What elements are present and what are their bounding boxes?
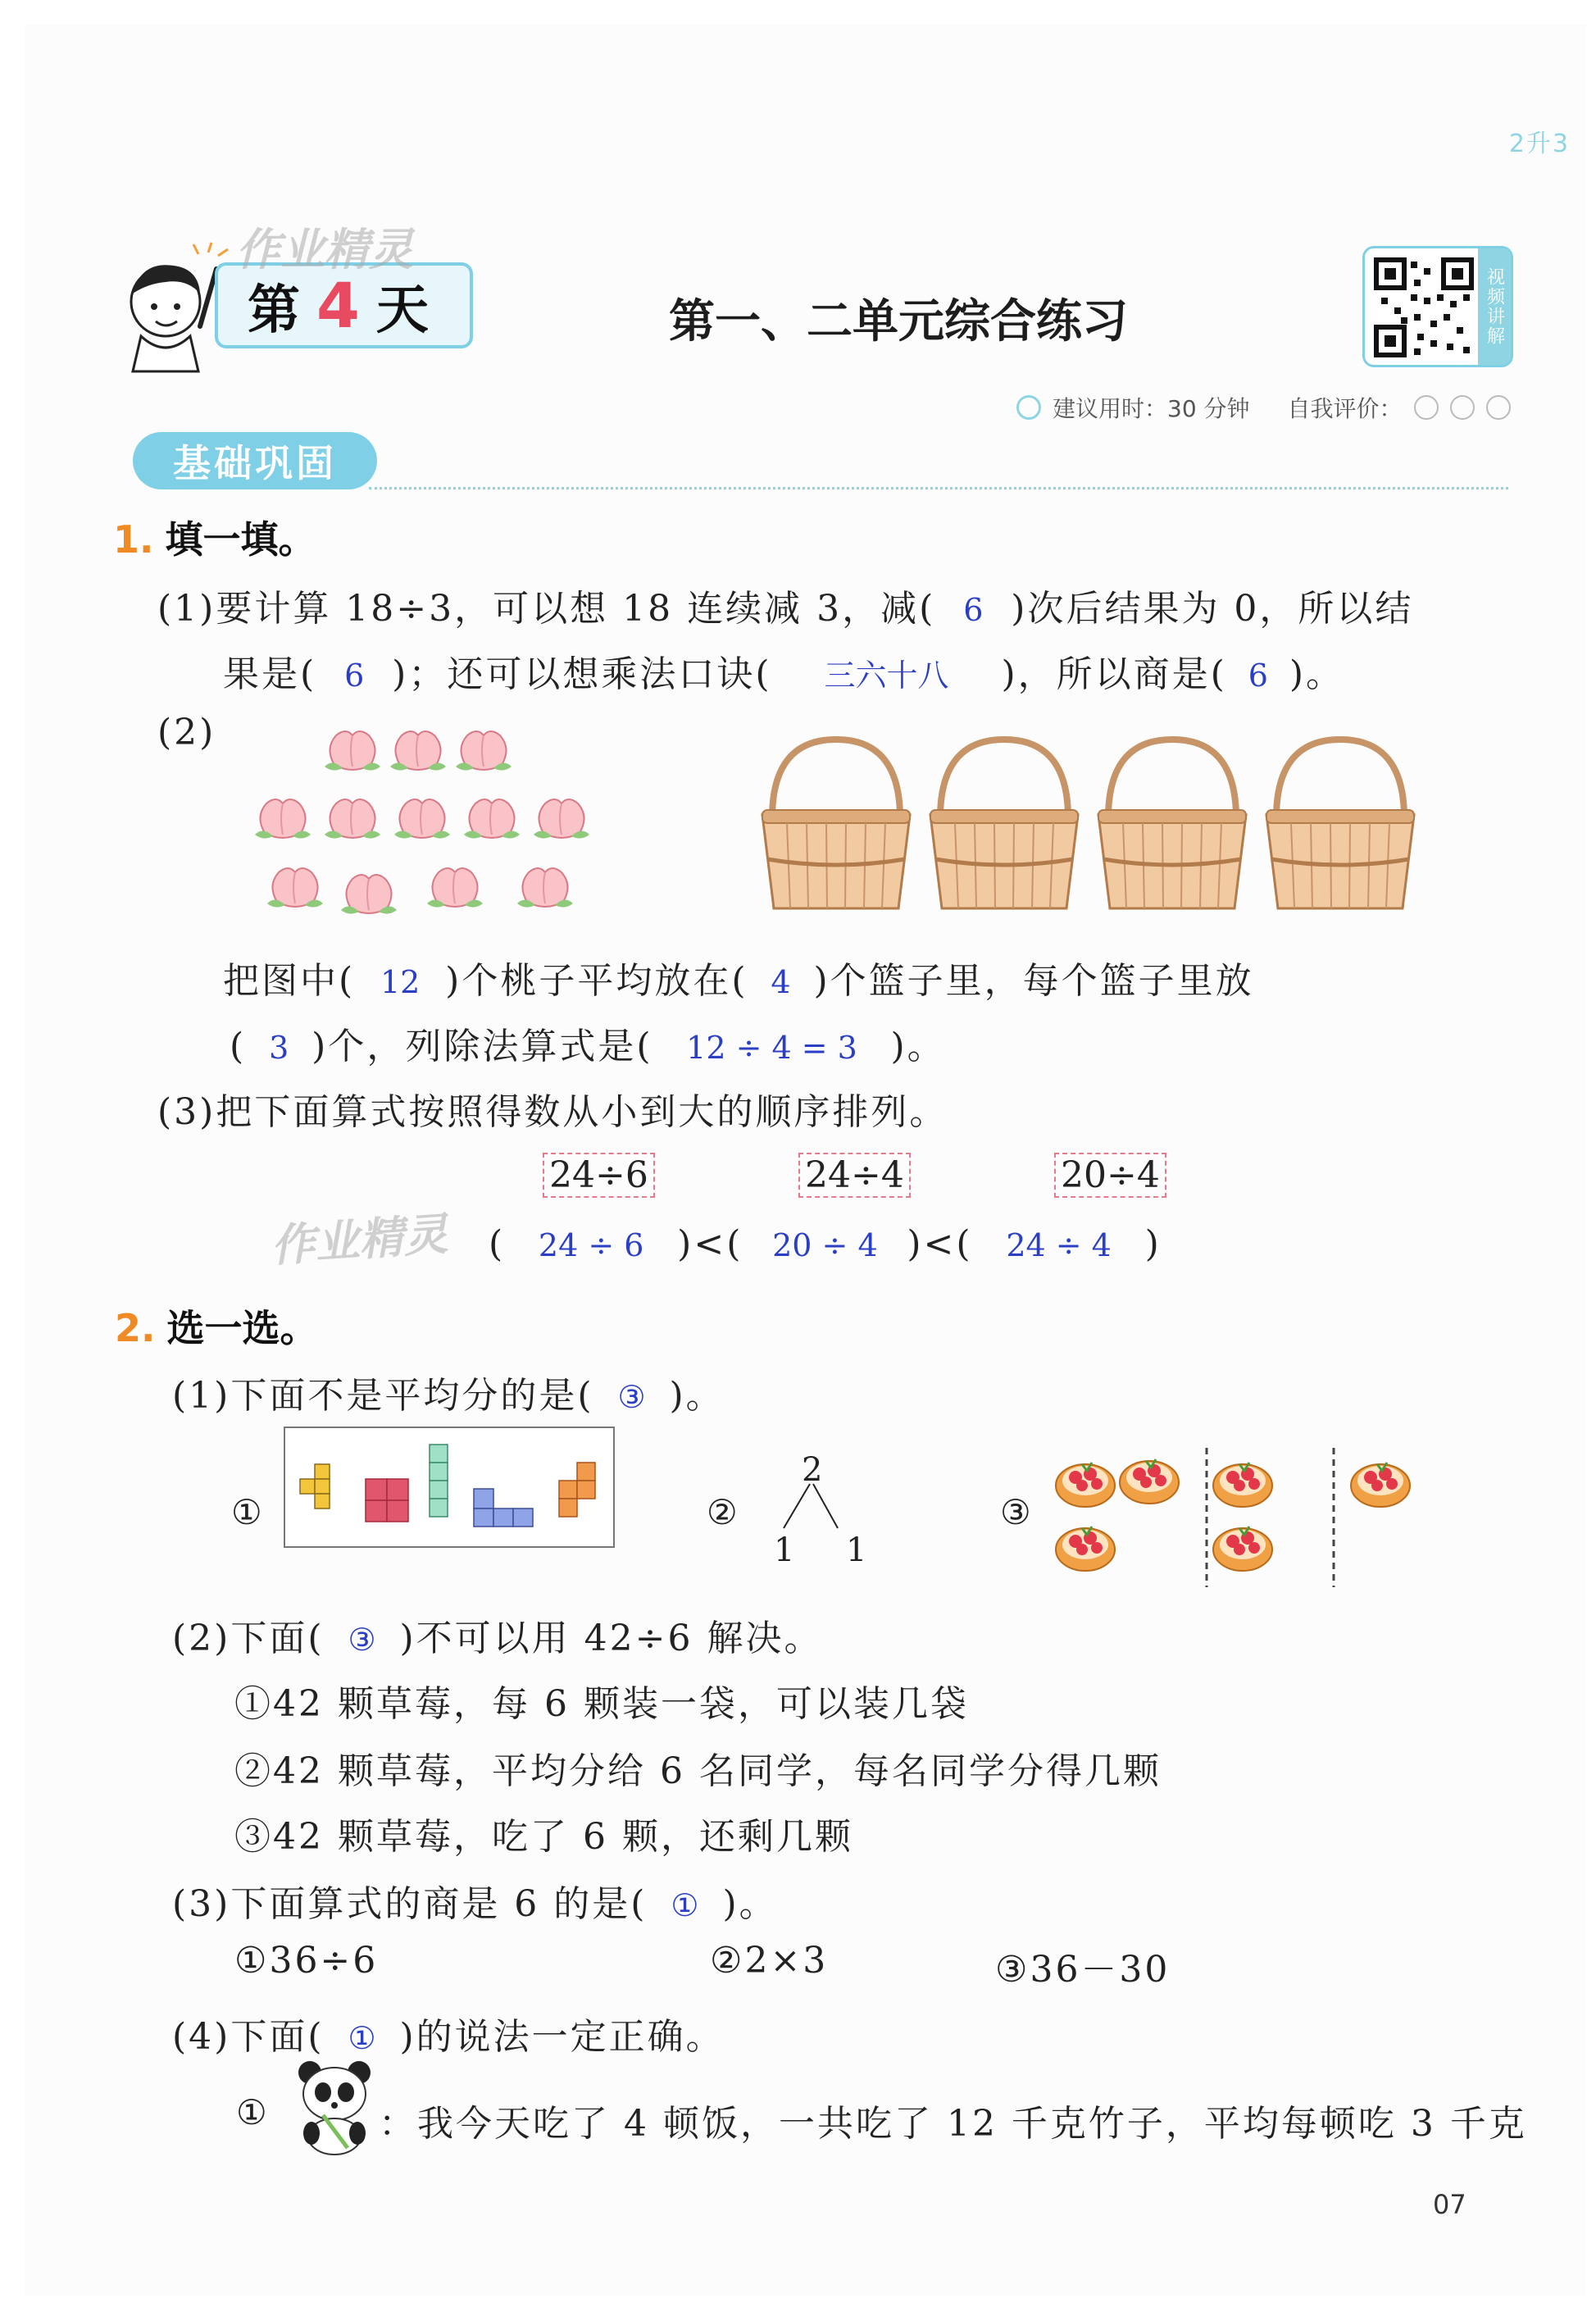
- q2-p2-text-b: )不可以用 42÷6 解决。: [399, 1618, 823, 1659]
- split-right-number: 1: [846, 1531, 870, 1569]
- q2-p1-opt1-label: ①: [231, 1492, 262, 1532]
- q2-p1-opt3-label: ③: [1000, 1492, 1031, 1532]
- peach-icon: [427, 868, 483, 908]
- grade-label: 2升3: [1508, 130, 1570, 158]
- day-prefix: 第: [248, 280, 300, 341]
- q1-p1-text-a: (1)要计算 18÷3，可以想 18 连续减 3，减(: [157, 588, 936, 630]
- q1-p2-text-a: 把图中(: [223, 960, 356, 1002]
- q2-p4-line: [172, 2007, 725, 2059]
- q1-p2-line1: [223, 951, 1254, 1003]
- tart-icon: [1056, 1527, 1115, 1571]
- q2-p2-answer[interactable]: ③: [348, 1622, 376, 1658]
- q1-p1-text-f: )。: [1289, 653, 1345, 695]
- split-left-number: 1: [774, 1531, 798, 1569]
- qr-code[interactable]: [1362, 246, 1513, 367]
- peach-icon: [267, 868, 323, 908]
- q1-p2-answer3[interactable]: 3: [269, 1030, 289, 1066]
- watermark-2: 作业精灵: [269, 1208, 450, 1272]
- tart-icon: [1120, 1459, 1179, 1504]
- q2-p3-answer[interactable]: ①: [671, 1887, 699, 1923]
- q1-p3-expr-1: 24÷6: [543, 1153, 655, 1198]
- q2-p3-option-3[interactable]: ③36－30: [995, 1949, 1171, 1991]
- q1-p1-text-d: )；还可以想乘法口诀(: [392, 653, 772, 695]
- sad-face-icon[interactable]: [1486, 395, 1511, 420]
- q1-p1-line1: [157, 579, 1413, 631]
- page-title: 第一、二单元综合练习: [669, 295, 1128, 348]
- q2-p3-text-b: )。: [722, 1883, 778, 1925]
- q1-p2-text-c: )个篮子里，每个篮子里放: [813, 960, 1254, 1002]
- section-divider: [369, 487, 1508, 489]
- page: [25, 25, 1586, 2296]
- q2-p3-option-1[interactable]: ①36÷6: [234, 1940, 379, 1982]
- panda-icon: [290, 2058, 380, 2156]
- day-number: 4: [316, 269, 360, 342]
- q2-p4-option-text[interactable]: ：我今天吃了 4 顿饭，一共吃了 12 千克竹子，平均每顿吃 3 千克: [379, 2103, 1527, 2145]
- q1-p1-text-b: )次后结果为 0，所以结: [1011, 588, 1414, 630]
- q1-p2-text-e: )个，列除法算式是(: [311, 1026, 653, 1067]
- peach-icon: [341, 875, 397, 914]
- q1-p1-line2: [223, 644, 1344, 697]
- time-and-evaluation: [1016, 391, 1511, 424]
- peach-icon: [456, 731, 512, 771]
- less-than-1: )<(: [677, 1223, 743, 1265]
- qr-label: 视频讲解: [1478, 248, 1511, 365]
- peach-icon: [534, 799, 589, 839]
- q1-p3-text: (3)把下面算式按照得数从小到大的顺序排列。: [157, 1091, 948, 1133]
- less-than-2: )<(: [907, 1223, 973, 1265]
- q2-heading: [115, 1299, 317, 1353]
- q1-p1-text-c: 果是(: [223, 653, 317, 695]
- blocks-illustration: [284, 1427, 615, 1548]
- peach-icon: [325, 731, 380, 771]
- q1-p2-text-b: )个桃子平均放在(: [445, 960, 748, 1002]
- fruit-tarts-illustration: [1053, 1448, 1430, 1587]
- q2-p4-opt-label: ①: [236, 2092, 267, 2132]
- q1-number: 1.: [113, 517, 154, 562]
- q2-p3-text-a: (3)下面算式的商是 6 的是(: [172, 1883, 648, 1925]
- q1-p2-label: (2): [157, 712, 216, 753]
- peach-icon: [325, 799, 380, 839]
- tart-icon: [1213, 1463, 1272, 1507]
- split-top-number: 2: [802, 1451, 825, 1489]
- q1-p2-line2: [230, 1017, 946, 1069]
- tart-icon: [1056, 1463, 1115, 1507]
- q1-p2-answer1[interactable]: 12: [380, 964, 421, 1000]
- peach-icon: [390, 731, 446, 771]
- q1-p2-answer2[interactable]: 4: [771, 964, 791, 1000]
- q2-p2-line: [172, 1609, 823, 1661]
- peach-icon: [255, 799, 311, 839]
- basket-icon: [930, 739, 1078, 908]
- peach-icon: [394, 799, 450, 839]
- neutral-face-icon[interactable]: [1450, 395, 1475, 420]
- q2-p4-answer[interactable]: ①: [348, 2020, 376, 2056]
- section-title: 基础巩固: [133, 432, 377, 489]
- day-suffix: 天: [375, 280, 429, 341]
- q2-p4-text-a: (4)下面(: [172, 2016, 325, 2058]
- q1-p2-text-f: )。: [890, 1026, 946, 1067]
- q1-p2-text-d: (: [230, 1026, 247, 1067]
- clock-icon: [1016, 395, 1041, 420]
- q1-p3-answer2[interactable]: 20 ÷ 4: [772, 1227, 878, 1263]
- paren-close: ): [1144, 1223, 1162, 1265]
- time-label: 建议用时：30 分钟: [1053, 395, 1250, 422]
- self-eval-label: 自我评价：: [1287, 395, 1403, 422]
- q2-p1-opt2-label: ②: [707, 1492, 738, 1532]
- q1-p2-answer4[interactable]: 12 ÷ 4 = 3: [686, 1030, 857, 1066]
- qr-code-icon: [1373, 257, 1475, 358]
- peaches-illustration: [230, 713, 615, 926]
- q1-p1-answer3[interactable]: 三六十八: [824, 658, 949, 694]
- tart-icon: [1213, 1527, 1272, 1571]
- q1-p3-answer3[interactable]: 24 ÷ 4: [1006, 1227, 1112, 1263]
- q2-p1-line: [172, 1366, 725, 1418]
- boy-mascot-icon: [108, 236, 231, 375]
- q2-number: 2.: [115, 1306, 156, 1350]
- basket-icon: [1098, 739, 1246, 908]
- basket-icon: [1266, 739, 1414, 908]
- baskets-illustration: [738, 736, 1426, 917]
- q1-p3-answer1[interactable]: 24 ÷ 6: [538, 1227, 644, 1263]
- q1-p3-expr-2: 24÷4: [798, 1153, 911, 1198]
- q2-p2-option-3[interactable]: ③42 颗草莓，吃了 6 颗，还剩几颗: [234, 1816, 853, 1858]
- page-number: 07: [1433, 2189, 1466, 2220]
- q2-p1-text-b: )。: [669, 1375, 725, 1417]
- q2-p1-text-a: (1)下面不是平均分的是(: [172, 1375, 594, 1417]
- q1-p1-answer4[interactable]: 6: [1248, 658, 1268, 694]
- paren-open: (: [489, 1223, 506, 1265]
- q2-title: 选一选。: [166, 1306, 318, 1350]
- q1-title: 填一填。: [165, 517, 316, 562]
- tart-icon: [1351, 1463, 1410, 1507]
- q2-p3-line: [172, 1874, 778, 1927]
- q1-p3-order-line: [489, 1223, 1162, 1265]
- smile-face-icon[interactable]: [1414, 395, 1439, 420]
- q2-p1-answer[interactable]: ③: [617, 1379, 646, 1415]
- basket-icon: [762, 739, 910, 908]
- q2-p4-text-b: )的说法一定正确。: [399, 2016, 725, 2058]
- q1-p3-expr-3: 20÷4: [1054, 1153, 1166, 1198]
- q1-p1-answer1[interactable]: 6: [963, 592, 984, 628]
- peach-icon: [464, 799, 520, 839]
- q2-p2-option-1[interactable]: ①42 颗草莓，每 6 颗装一袋，可以装几袋: [234, 1683, 969, 1725]
- q2-p2-text-a: (2)下面(: [172, 1618, 325, 1659]
- q1-p1-answer2[interactable]: 6: [344, 658, 365, 694]
- q2-p3-option-2[interactable]: ②2×3: [710, 1940, 829, 1982]
- q1-heading: [113, 510, 316, 564]
- watermark: 作业精灵: [236, 224, 413, 275]
- peach-icon: [517, 868, 573, 908]
- q1-p1-text-e: )，所以商是(: [1001, 653, 1227, 695]
- q2-p2-option-2[interactable]: ②42 颗草莓，平均分给 6 名同学，每名同学分得几颗: [234, 1750, 1162, 1792]
